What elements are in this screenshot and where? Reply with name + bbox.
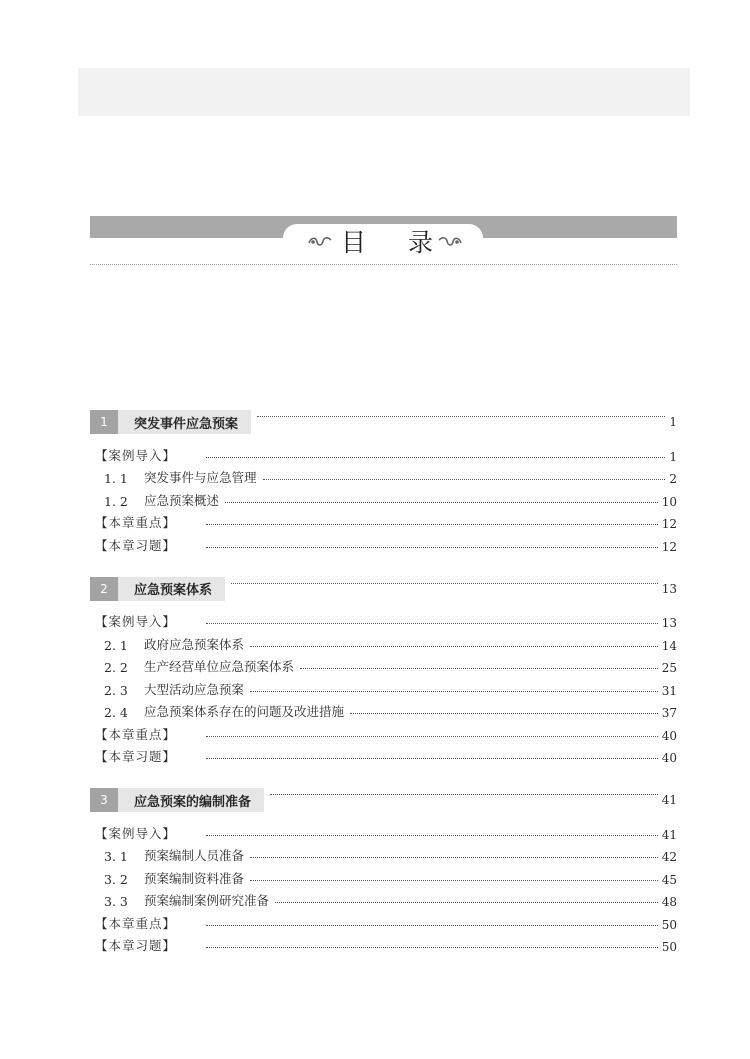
chapter-heading[interactable] [90, 788, 677, 812]
section-title: 预案编制案例研究准备 [144, 893, 270, 908]
chapter-label-box [90, 788, 264, 812]
right-ornament-icon [437, 234, 463, 248]
section-page: 13 [661, 616, 677, 630]
section-page: 10 [661, 494, 677, 509]
section-title: 【案例导入】 [95, 614, 177, 629]
section-title: 预案编制资料准备 [144, 870, 245, 886]
chapter-label-box [90, 410, 251, 434]
chapter-heading[interactable] [90, 410, 677, 434]
section-number: 2. 2 [104, 660, 128, 675]
chapter-section [90, 410, 677, 554]
section-page: 12 [661, 539, 677, 554]
section-page: 40 [661, 751, 677, 765]
toc-entry[interactable] [90, 653, 677, 676]
section-title: 生产经营单位应急预案体系 [144, 659, 295, 674]
dot-leader [250, 646, 658, 647]
left-ornament-icon [307, 234, 333, 248]
chapter-title: 突发事件应急预案 [134, 416, 239, 432]
dot-leader [250, 880, 658, 881]
dot-leader [206, 947, 658, 948]
chapter-title: 应急预案的编制准备 [134, 794, 252, 810]
toc-entry[interactable] [90, 819, 677, 842]
chapter-page: 1 [669, 415, 677, 429]
section-number: 1. 1 [104, 471, 128, 486]
section-title: 【本章重点】 [95, 726, 177, 742]
section-page: 31 [661, 683, 677, 698]
section-page: 48 [661, 895, 677, 909]
section-title: 【本章重点】 [95, 515, 177, 530]
dot-leader [250, 691, 658, 692]
section-title: 大型活动应急预案 [144, 681, 245, 697]
dot-leader [206, 623, 658, 624]
chapter-number: 3 [90, 788, 118, 812]
title-divider [90, 264, 677, 265]
toc-entry[interactable] [90, 441, 677, 464]
section-page: 37 [661, 706, 677, 720]
section-number: 2. 3 [104, 682, 128, 698]
toc-entry[interactable] [90, 698, 677, 721]
dot-leader [270, 794, 658, 795]
chapter-section [90, 577, 677, 766]
toc-entry[interactable] [90, 909, 677, 932]
dot-leader [263, 479, 666, 480]
table-of-contents [90, 410, 677, 977]
section-number: 2. 4 [104, 705, 128, 720]
dot-leader [250, 857, 658, 858]
section-page: 25 [661, 661, 677, 675]
title-char-left: 目 [340, 228, 406, 257]
toc-entry[interactable] [90, 531, 677, 554]
page-title [300, 226, 470, 256]
dot-leader [275, 902, 658, 903]
toc-entry[interactable] [90, 630, 677, 653]
dot-leader [206, 835, 658, 836]
toc-entry[interactable] [90, 509, 677, 532]
section-title: 应急预案概述 [144, 492, 220, 508]
section-title: 应急预案体系存在的问题及改进措施 [144, 704, 345, 719]
section-title: 【本章习题】 [95, 537, 177, 553]
section-title: 突发事件与应急管理 [144, 470, 257, 485]
toc-entry[interactable] [90, 932, 677, 955]
section-page: 2 [669, 472, 677, 486]
dot-leader [231, 583, 658, 584]
chapter-page: 41 [661, 793, 677, 807]
toc-entry[interactable] [90, 486, 677, 509]
section-page: 40 [661, 728, 677, 743]
section-page: 42 [661, 850, 677, 864]
section-page: 41 [661, 827, 677, 842]
dot-leader [206, 758, 658, 759]
section-page: 45 [661, 872, 677, 887]
section-number: 3. 1 [104, 849, 128, 864]
section-page: 50 [661, 917, 677, 932]
chapter-title: 应急预案体系 [134, 583, 213, 598]
section-title: 【案例导入】 [95, 825, 177, 841]
section-title: 政府应急预案体系 [144, 636, 245, 652]
section-title: 【案例导入】 [95, 447, 177, 463]
header-band [78, 68, 690, 116]
dot-leader [206, 547, 658, 548]
title-char-right: 录 [408, 228, 434, 257]
dot-leader [257, 416, 665, 417]
section-number: 1. 2 [104, 493, 128, 509]
chapter-label-box [90, 577, 225, 601]
dot-leader [350, 713, 658, 714]
toc-entry[interactable] [90, 720, 677, 743]
section-title: 【本章习题】 [95, 938, 177, 953]
toc-entry[interactable] [90, 887, 677, 910]
toc-entry[interactable] [90, 464, 677, 487]
toc-entry[interactable] [90, 608, 677, 631]
chapter-page: 13 [661, 581, 677, 596]
toc-entry[interactable] [90, 864, 677, 887]
dot-leader [225, 502, 658, 503]
section-title: 【本章重点】 [95, 915, 177, 931]
section-number: 2. 1 [104, 637, 128, 653]
dot-leader [206, 457, 665, 458]
dot-leader [206, 524, 658, 525]
section-page: 50 [661, 940, 677, 954]
dot-leader [300, 668, 658, 669]
chapter-heading[interactable] [90, 577, 677, 601]
section-title: 预案编制人员准备 [144, 848, 245, 863]
toc-entry[interactable] [90, 675, 677, 698]
chapter-section [90, 788, 677, 954]
toc-entry[interactable] [90, 842, 677, 865]
section-number: 3. 2 [104, 871, 128, 887]
toc-entry[interactable] [90, 743, 677, 766]
section-title: 【本章习题】 [95, 749, 177, 764]
chapter-number: 1 [90, 410, 118, 434]
section-page: 1 [669, 449, 677, 464]
dot-leader [206, 736, 658, 737]
section-page: 12 [661, 517, 677, 531]
section-number: 3. 3 [104, 894, 128, 909]
section-page: 14 [661, 638, 677, 653]
chapter-number: 2 [90, 577, 118, 601]
dot-leader [206, 925, 658, 926]
